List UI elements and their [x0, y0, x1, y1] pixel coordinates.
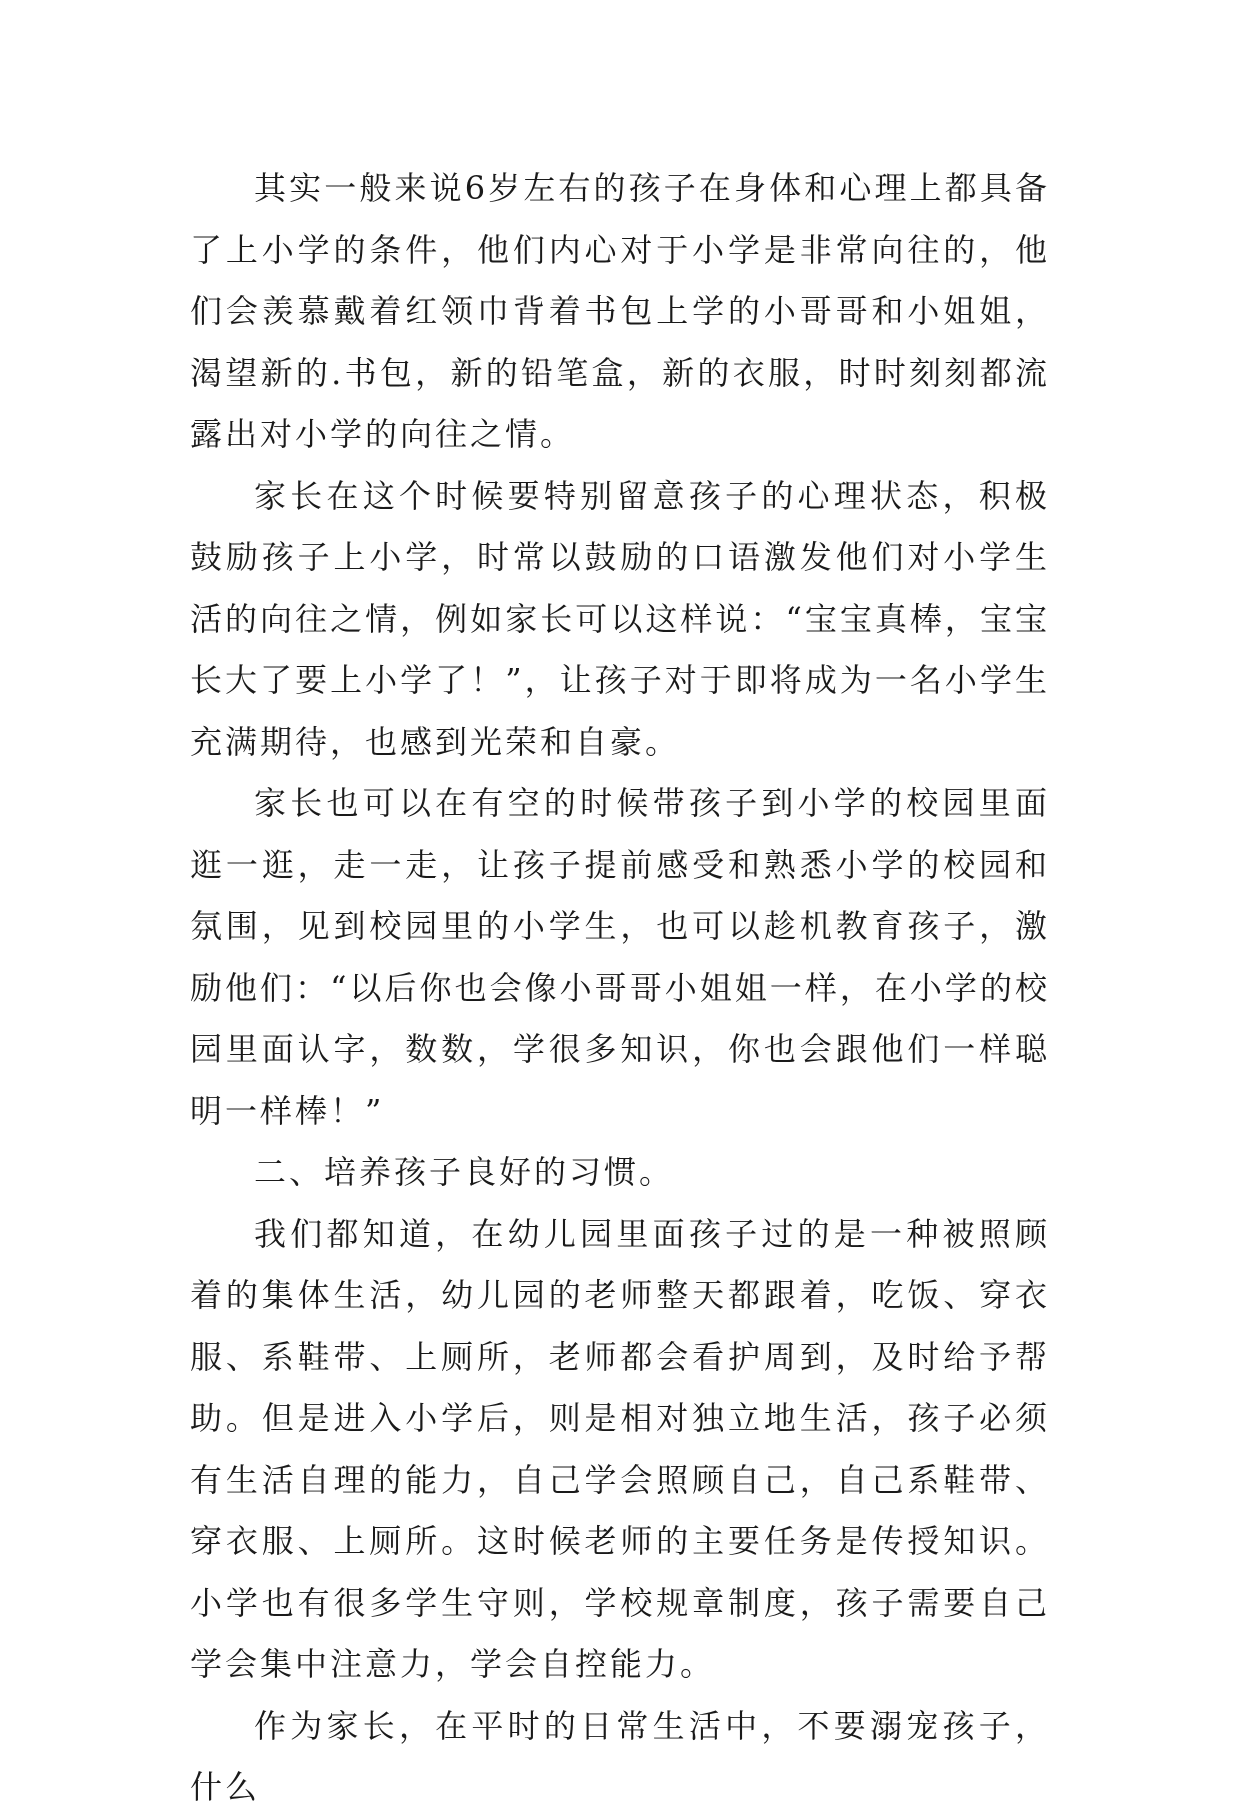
paragraph-5: 作为家长，在平时的日常生活中，不要溺宠孩子，什么	[190, 1706, 1050, 1806]
paragraph-2: 家长在这个时候要特别留意孩子的心理状态，积极鼓励孩子上小学，时常以鼓励的口语激发他们对小学生活的向往之情，例如家长可以这样说：“宝宝真棒，宝宝长大了要上小学了！”，让孩子对于即将成为一名小学生充满期待，也感到光荣和自豪。	[190, 476, 1050, 761]
paragraph-1: 其实一般来说6岁左右的孩子在身体和心理上都具备了上小学的条件，他们内心对于小学是非常向往的，他们会羡慕戴着红领巾背着书包上学的小哥哥和小姐姐，渴望新的.书包，新的铅笔盒，新的衣服，时时刻刻都流露出对小学的向往之情。	[190, 169, 1050, 453]
paragraph-4: 我们都知道，在幼儿园里面孩子过的是一种被照顾着的集体生活，幼儿园的老师整天都跟着，吃饭、穿衣服、系鞋带、上厕所，老师都会看护周到，及时给予帮助。但是进入小学后，则是相对独立地生活，孩子必须有生活自理的能力，自己学会照顾自己，自己系鞋带、穿衣服、上厕所。这时候老师的主要任务是传授知识。小学也有很多学生守则，学校规章制度，孩子需要自己学会集中注意力，学会自控能力。	[190, 1214, 1050, 1683]
document-body	[190, 158, 1050, 1819]
paragraph-3: 家长也可以在有空的时候带孩子到小学的校园里面逛一逛，走一走，让孩子提前感受和熟悉小学的校园和氛围，见到校园里的小学生，也可以趁机教育孩子，激励他们：“以后你也会像小哥哥小姐姐一样，在小学的校园里面认字，数数，学很多知识，你也会跟他们一样聪明一样棒！”	[190, 784, 1050, 1130]
section-heading: 二、培养孩子良好的习惯。	[254, 1153, 675, 1191]
